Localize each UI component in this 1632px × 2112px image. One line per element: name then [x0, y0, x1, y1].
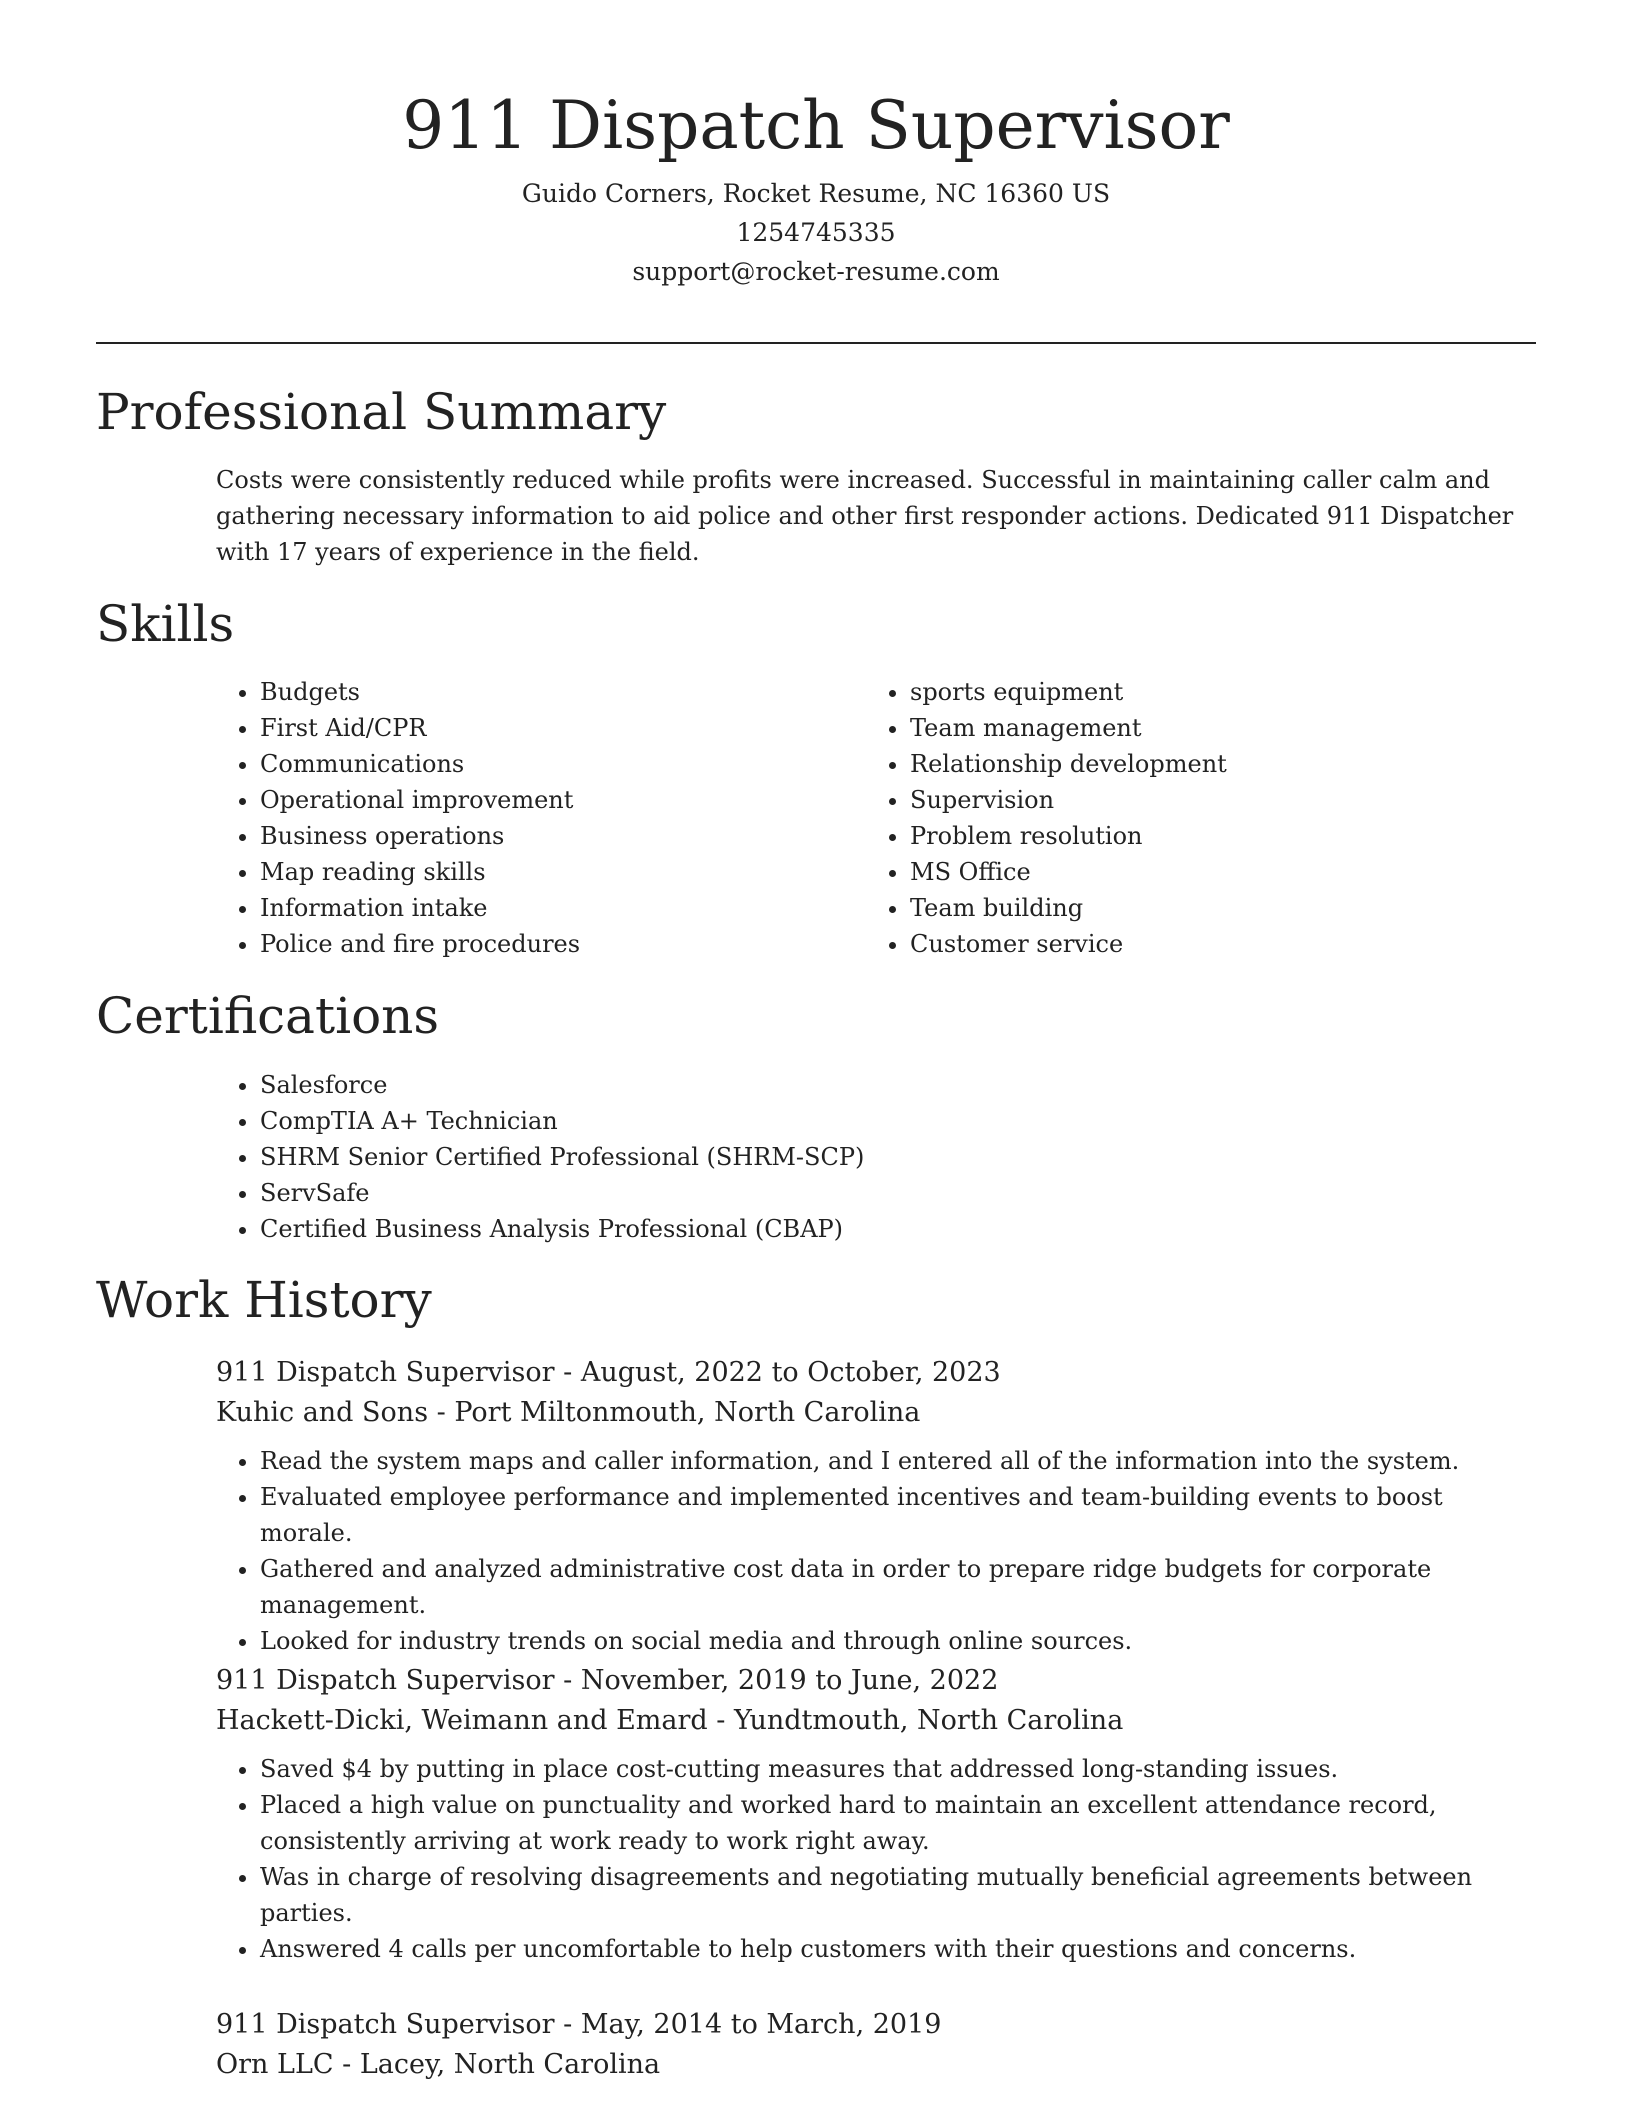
skill-item: • Problem resolution: [910, 818, 1506, 854]
resume-header: [0, 84, 1632, 291]
certifications-heading: Certifications: [96, 987, 440, 1045]
job-company-line: Orn LLC - Lacey, North Carolina: [216, 2049, 661, 2080]
job-entry: [216, 2005, 1536, 2095]
company-name: Hackett-Dicki, Weimann and Emard: [216, 1705, 708, 1736]
skill-item: • Supervision: [910, 782, 1506, 818]
skill-item: • Budgets: [260, 674, 856, 710]
job-bullet: • Read the system maps and caller information, and I entered all of the information into the system.: [260, 1443, 1536, 1479]
job-bullet: • Evaluated employee performance and implemented incentives and team-building events to boost morale.: [260, 1479, 1536, 1551]
job-bullet: • Looked for industry trends on social media and through online sources.: [260, 1623, 1536, 1659]
job-dates: May, 2014 to March, 2019: [580, 2009, 942, 2040]
company-name: Kuhic and Sons: [216, 1397, 429, 1428]
certification-item: • ServSafe: [260, 1175, 1536, 1211]
job-entry: [216, 1661, 1536, 1967]
job-entry: [216, 1353, 1536, 1659]
certification-item: • Salesforce: [260, 1067, 1536, 1103]
job-bullet: • Answered 4 calls per uncomfortable to help customers with their questions and concerns.: [260, 1931, 1536, 1967]
certification-item: • Certified Business Analysis Professional (CBAP): [260, 1211, 1536, 1247]
job-dates: November, 2019 to June, 2022: [580, 1665, 999, 1696]
skill-item: • Map reading skills: [260, 854, 856, 890]
skill-item: • sports equipment: [910, 674, 1506, 710]
job-title-line: 911 Dispatch Supervisor - May, 2014 to March, 2019: [216, 2009, 942, 2040]
address: Guido Corners, Rocket Resume, NC 16360 US: [521, 179, 1111, 208]
job-bullet: • Was in charge of resolving disagreements and negotiating mutually beneficial agreements between parties.: [260, 1859, 1536, 1931]
skill-item: • Customer service: [910, 926, 1506, 962]
summary-text: Costs were consistently reduced while profits were increased. Successful in maintaining caller calm and gathering necessary information to aid police and other first responder actions. Dedicated 911 Dispatcher with 17 years of experience in the field.: [216, 466, 1514, 566]
job-bullet: • Saved $4 by putting in place cost-cutting measures that addressed long-standing issues.: [260, 1751, 1536, 1787]
job-title-line: 911 Dispatch Supervisor - August, 2022 to October, 2023: [216, 1357, 1001, 1388]
skill-item: • Relationship development: [910, 746, 1506, 782]
job-dates: August, 2022 to October, 2023: [580, 1357, 1001, 1388]
certification-item: • SHRM Senior Certified Professional (SHRM-SCP): [260, 1139, 1536, 1175]
work-history-heading: Work History: [96, 1271, 432, 1329]
job-title-line: 911 Dispatch Supervisor - November, 2019 to June, 2022: [216, 1665, 999, 1696]
company-location: Port Miltonmouth, North Carolina: [454, 1397, 921, 1428]
skills-left-column: [216, 674, 856, 962]
header-divider: [96, 342, 1536, 344]
job-title: 911 Dispatch Supervisor: [216, 1357, 555, 1388]
skill-item: • Police and fire procedures: [260, 926, 856, 962]
skill-item: • Team management: [910, 710, 1506, 746]
skill-item: • Operational improvement: [260, 782, 856, 818]
skills-heading: Skills: [96, 595, 235, 653]
job-title: 911 Dispatch Supervisor: [216, 1665, 555, 1696]
skill-item: • Team building: [910, 890, 1506, 926]
skills-right-column: [866, 674, 1506, 962]
candidate-name: 911 Dispatch Supervisor: [402, 87, 1230, 164]
skill-item: • Communications: [260, 746, 856, 782]
company-location: Yundtmouth, North Carolina: [733, 1705, 1124, 1736]
summary-heading: Professional Summary: [96, 383, 667, 441]
certification-item: • CompTIA A+ Technician: [260, 1103, 1536, 1139]
job-title: 911 Dispatch Supervisor: [216, 2009, 555, 2040]
job-company-line: Hackett-Dicki, Weimann and Emard - Yundtmouth, North Carolina: [216, 1705, 1124, 1736]
company-location: Lacey, North Carolina: [359, 2049, 661, 2080]
certifications-list: [216, 1067, 1536, 1247]
job-company-line: Kuhic and Sons - Port Miltonmouth, North Carolina: [216, 1397, 921, 1428]
phone: 1254745335: [736, 218, 896, 247]
job-bullet: • Gathered and analyzed administrative cost data in order to prepare ridge budgets for corporate management.: [260, 1551, 1536, 1623]
skill-item: • Business operations: [260, 818, 856, 854]
skill-item: • First Aid/CPR: [260, 710, 856, 746]
skill-item: • Information intake: [260, 890, 856, 926]
email: support@rocket-resume.com: [632, 257, 1000, 286]
skill-item: • MS Office: [910, 854, 1506, 890]
job-bullet: • Placed a high value on punctuality and worked hard to maintain an excellent attendance record, consistently arriving at work ready to work right away.: [260, 1787, 1536, 1859]
company-name: Orn LLC: [216, 2049, 334, 2080]
